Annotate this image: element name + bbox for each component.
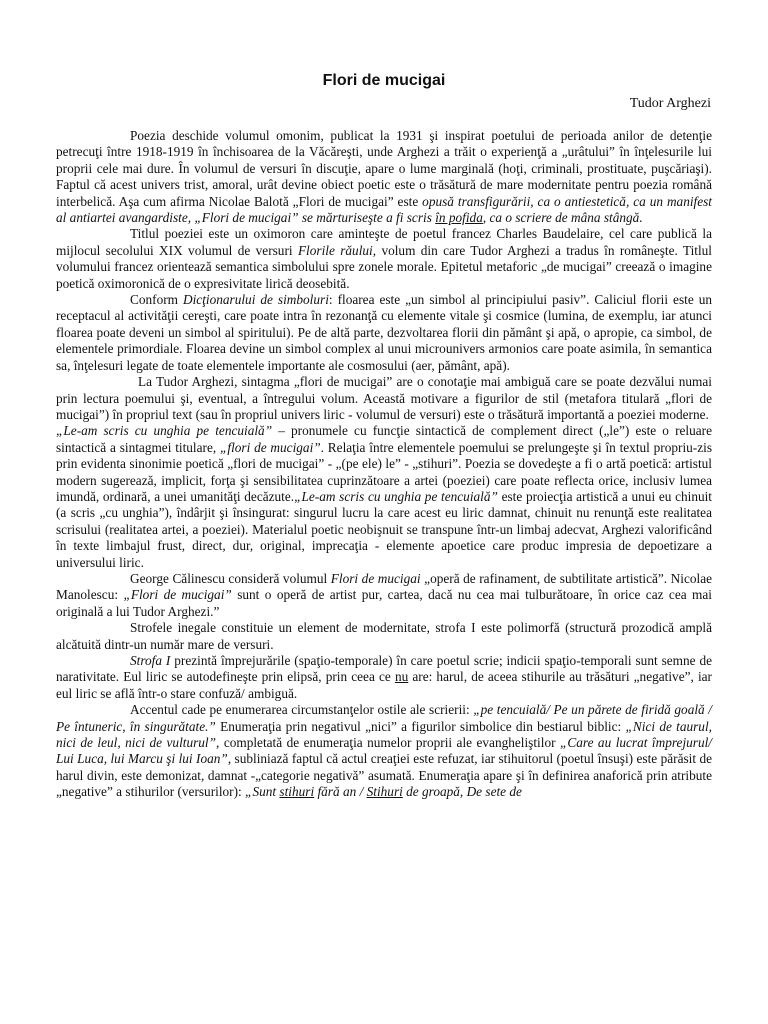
underlined-text: stihuri <box>279 784 315 800</box>
text-run: Titlul poeziei este un oximoron care aminteşte de poetul francez Charles Baudelaire, cel care publică la mijlocul secolului XIX volumul de versuri <box>56 226 712 258</box>
italic-text: „pe tencuială/ Pe un părete de firidă goală / Pe întuneric, în singurătate.” <box>56 702 712 734</box>
underlined-text: Stihuri <box>366 784 403 800</box>
text-run: volum din care Tudor Arghezi a tradus în româneşte. Titlul volumului francez orientează semantica simbolului spre zonele morale. Epitetul metaforic „de mucigai” creează o imagine poetică oximoronică de o expresivitate lirică deosebită. <box>56 242 712 291</box>
italic-text: de groapă, De sete de <box>402 784 522 800</box>
text-run: : floarea este „un simbol al principiului pasiv”. Caliciul florii este un receptacul al activităţii cereşti, care poate intra în rezonanţă cu elemente vitale şi cosmice (lumina, de exemplu, iar atunci floarea poate deveni un simbol al spiritului). Pe de altă parte, dezvoltarea florii din pământ şi apă, o apropie, ca simbol, de elementele primordiale. Floarea devine un simbol complex al unui microunivers armonios care poate asimila, în semantica sa, înţelesuri legate de toate elementele importante ale cosmosului (aer, pământ, apă). <box>56 292 713 373</box>
italic-text: fără an / <box>314 784 367 800</box>
text-run: Enumeraţia prin negativul „nici” a figurilor simbolice din bestiarul biblic: <box>215 718 626 734</box>
paragraph <box>56 423 712 571</box>
text-run: prezintă împrejurările (spaţio-temporale) în care poetul scrie; indicii spaţio-temporali sunt semne de narativitate. Eul liric se autodefineşte prin elipsă, prin ceea ce <box>56 653 712 685</box>
italic-text: „Care au lucrat împrejurul/ Lui Luca, lui Marcu şi lui Ioan” <box>56 735 712 767</box>
underlined-text: în pofida <box>435 210 483 226</box>
italic-text <box>435 210 483 225</box>
italic-text <box>367 784 403 799</box>
paragraph <box>56 653 712 702</box>
text-run: sunt o operă de artist pur, cartea, dacă nu cea mai tulburătoare, în orice caz cea mai originală a lui Tudor Arghezi.” <box>56 587 712 619</box>
text-run: Strofele inegale constituie un element de modernitate, strofa I este polimorfă (structură prozodică amplă alcătuită dintr-un număr mare de versuri. <box>56 620 712 652</box>
text-run: Conform <box>130 292 183 308</box>
text-run: George Călinescu consideră volumul <box>130 570 331 586</box>
paragraph <box>56 292 712 374</box>
text-run: . Relaţia între elementele poemului se prelungeşte şi în textul propriu-zis prin evidenta sinonimie poetică „flori de mucigai” - „(pe ele) le” - „stihuri”. Poezia se dovedeşte a fi o artă poetică: artistul modern sugerează, implicit, forţa şi sensibilitatea cuprinzătoare a artei (poeziei) care poate reflecta orice, inclusiv lumea imundă, ordinară, a unei umanităţi decăzute. <box>56 439 713 504</box>
text-run: „operă de rafinament, de subtilitate artistică”. Nicolae Manolescu: <box>56 570 713 603</box>
italic-text <box>279 784 314 799</box>
text-run: – pronumele cu funcţie sintactică de complement direct („le”) este o reluare sintactică a sintagmei titulare, <box>56 423 712 455</box>
paragraph <box>56 374 712 423</box>
text-run: La Tudor Arghezi, sintagma „flori de mucigai” are o conotaţie mai ambiguă care se poate dezvălui numai prin lectura poemului şi, eventual, a întregului volum. Această motivare a figurilor de stil (metafora titulară „flori de mucigai”) în propriul text (sau în propriul univers liric - volumul de versuri) este o trăsătură importantă a poeziei moderne. <box>56 374 712 422</box>
italic-text: „Sunt <box>245 784 280 800</box>
paragraph <box>56 571 712 620</box>
italic-text: „Flori de mucigai” <box>123 587 232 603</box>
italic-text: „Nici de taurul, nici de leul, nici de vulturul” <box>56 718 712 751</box>
paragraph <box>56 128 712 226</box>
text-run: , subliniază faptul că actul creaţiei este refuzat, iar stihuitorul (poetul însuşi) este părăsit de harul divin, este demonizat, damnat -„categorie negativă” asumată. Enumeraţia apare şi în definirea anaforică prin atribute „negative” a stihurilor (versurilor): <box>56 751 712 800</box>
italic-text: Flori de mucigai <box>330 570 421 586</box>
paragraph <box>56 620 712 653</box>
italic-text: Florile răului, <box>297 242 377 258</box>
underlined-text: nu <box>394 669 409 685</box>
text-run: Accentul cade pe enumerarea circumstanţelor ostile ale scrierii: <box>130 702 474 718</box>
document-title: Flori de mucigai <box>322 72 446 89</box>
author-name: Tudor Arghezi <box>629 96 711 111</box>
document-body <box>56 128 712 801</box>
paragraph <box>56 226 712 292</box>
paragraph <box>56 702 712 800</box>
italic-text: „flori de mucigai” <box>219 439 321 455</box>
italic-text: opusă transfigurării, ca o antiestetică, ca un manifest al antiartei avangardiste, „Flori de mucigai” se mărturiseşte a fi scris <box>56 193 713 226</box>
text-run: este proiecţia artistică a unui eu chinuit (a scris „cu unghia”), îndârjit şi însingurat: singurul lucru la care acest eu liric damnat, chinuit nu renunţă este realitatea scrisului (realitatea artei, a poeziei). Materialul poetic neobişnuit se transpune într-un limbaj adecvat, Arghezi valorificând în texte limbajul frust, direct, dur, original, imprecaţia - elemente apoetice care produc impresia de depoetizare a universului liric. <box>56 488 712 570</box>
text-run: , completată de enumeraţia numelor proprii ale evangheliştilor <box>216 735 560 751</box>
text-run: Poezia deschide volumul omonim, publicat la 1931 şi inspirat poetului de perioada anilor de detenţie petrecuţi între 1918-1919 în închisoarea de la Văcăreşti, unde Arghezi a trăit o experienţă a „urâtului” în înţelesurile lui proprii cele mai dure. În volumul de versuri în discuţie, apare o lume marginală (hoţi, criminali, prostituate, puşcăriaşi). Faptul că acest univers trist, amoral, urât devine obiect poetic este o trăsătură de mare modernitate pentru poezia română interbelică. Aşa cum afirma Nicolae Balotă „Flori de mucigai” este <box>56 128 712 209</box>
italic-text: Strofa I <box>130 653 171 668</box>
text-run: are: harul, de aceea stihurile au trăsături „negative”, iar eul liric se află într-o stare confuză/ ambiguă. <box>56 669 712 701</box>
italic-text: Dicţionarului de simboluri <box>183 292 329 308</box>
italic-text: „Le-am scris cu unghia pe tencuială” <box>56 423 273 439</box>
italic-text: , ca o scriere de mâna stângă. <box>482 210 643 226</box>
italic-text: „Le-am scris cu unghia pe tencuială” <box>294 488 498 504</box>
